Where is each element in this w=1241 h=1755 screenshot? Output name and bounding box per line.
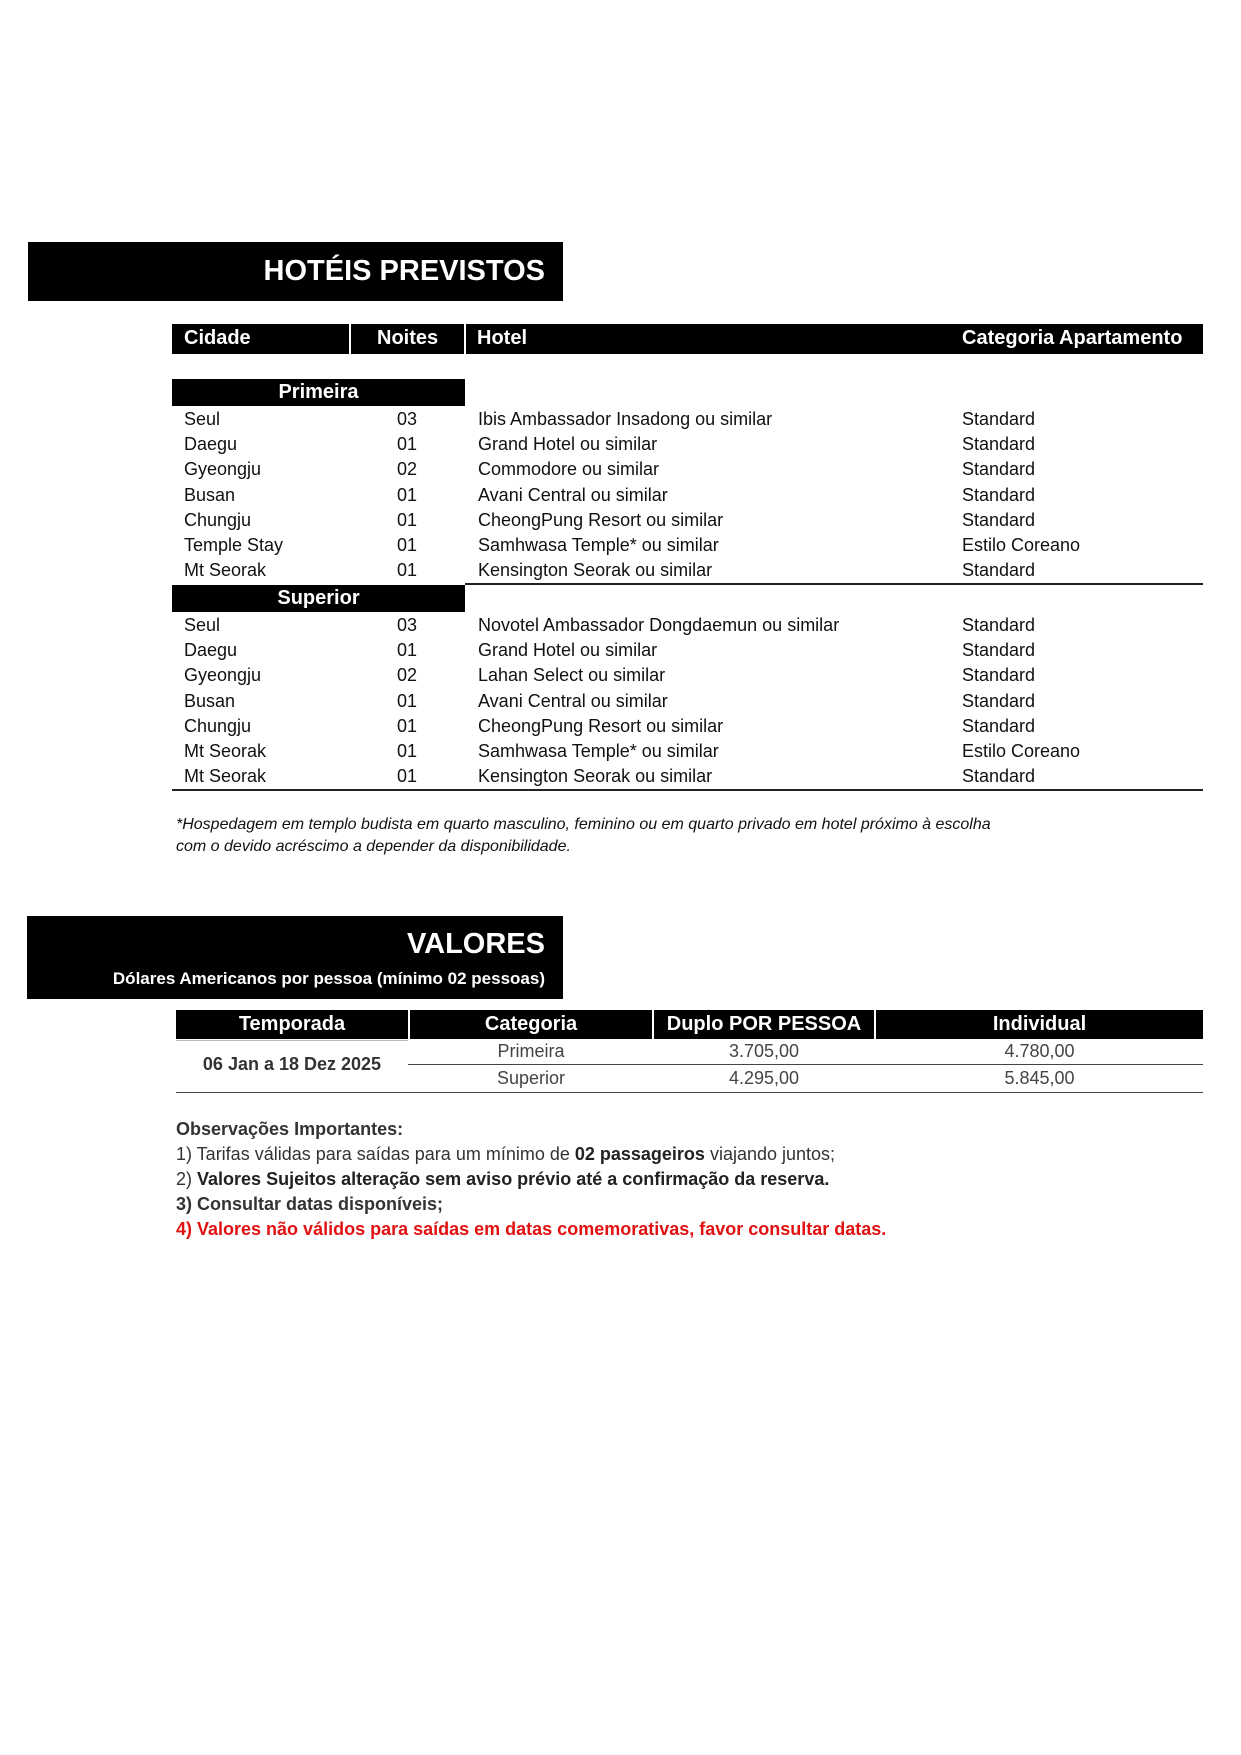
row-hotel: CheongPung Resort ou similar: [478, 510, 724, 530]
row-city: Temple Stay: [184, 535, 284, 555]
row-category: Standard: [962, 434, 1036, 454]
row-nights: 01: [397, 510, 418, 530]
header-city: Cidade: [184, 327, 251, 349]
divider: [172, 789, 1203, 791]
row-hotel: Ibis Ambassador Insadong ou similar: [478, 409, 773, 429]
price-double: 4.295,00: [728, 1068, 800, 1088]
observations-title: Observações Importantes:: [176, 1119, 404, 1139]
group-label-primeira: Primeira: [172, 379, 465, 406]
price-single: 4.780,00: [1004, 1041, 1075, 1061]
row-category: Standard: [962, 459, 1036, 479]
row-category: Standard: [962, 766, 1036, 786]
temple-stay-footnote: [176, 814, 991, 858]
header-separator: [464, 324, 466, 354]
observation-item: [176, 1144, 835, 1165]
row-hotel: Grand Hotel ou similar: [478, 640, 658, 660]
divider: [408, 1064, 1203, 1065]
row-city: Daegu: [184, 434, 238, 454]
row-category: Standard: [962, 560, 1036, 580]
observation-item: [176, 1169, 829, 1190]
row-category: Estilo Coreano: [962, 535, 1081, 555]
row-city: Mt Seorak: [184, 560, 267, 580]
row-city: Gyeongju: [184, 459, 262, 479]
observation-item-warning: 4) Valores não válidos para saídas em datas comemorativas, favor consultar datas.: [176, 1219, 887, 1239]
footnote-line: com o devido acréscimo a depender da disponibilidade.: [176, 838, 571, 855]
row-hotel: CheongPung Resort ou similar: [478, 716, 724, 736]
row-hotel: Kensington Seorak ou similar: [478, 560, 713, 580]
row-city: Gyeongju: [184, 665, 262, 685]
price-single: 5.845,00: [1004, 1068, 1075, 1088]
values-banner-subtitle: Dólares Americanos por pessoa (mínimo 02 pessoas): [112, 969, 545, 988]
observation-bold: 02 passageiros: [574, 1144, 705, 1164]
row-city: Mt Seorak: [184, 766, 267, 786]
row-category: Standard: [962, 716, 1036, 736]
row-nights: 03: [397, 615, 418, 635]
footnote-line: *Hospedagem em templo budista em quarto masculino, feminino ou em quarto privado em hotel próximo à escolha: [176, 816, 991, 833]
values-banner: [27, 916, 563, 999]
row-city: Daegu: [184, 640, 238, 660]
row-nights: 02: [397, 665, 418, 685]
row-nights: 01: [397, 434, 418, 454]
row-hotel: Kensington Seorak ou similar: [478, 766, 713, 786]
row-category: Standard: [962, 409, 1036, 429]
price-category: Superior: [496, 1068, 566, 1088]
observation-item: 3) Consultar datas disponíveis;: [176, 1194, 444, 1214]
row-category: Standard: [962, 615, 1036, 635]
row-category: Standard: [962, 485, 1036, 505]
row-city: Chungju: [184, 510, 252, 530]
row-category: Estilo Coreano: [962, 741, 1081, 761]
row-city: Busan: [184, 485, 236, 505]
row-city: Mt Seorak: [184, 741, 267, 761]
header-nights: Noites: [377, 327, 439, 349]
row-hotel: Grand Hotel ou similar: [478, 434, 658, 454]
observation-text: 2): [176, 1169, 198, 1189]
row-nights: 02: [397, 459, 418, 479]
row-category: Standard: [962, 691, 1036, 711]
header-hotel: Hotel: [477, 327, 527, 349]
header-separator: [349, 324, 351, 354]
row-hotel: Avani Central ou similar: [478, 691, 668, 711]
row-nights: 01: [397, 485, 418, 505]
row-nights: 01: [397, 766, 418, 786]
row-hotel: Samhwasa Temple* ou similar: [478, 741, 719, 761]
row-hotel: Novotel Ambassador Dongdaemun ou similar: [478, 615, 840, 635]
row-city: Seul: [184, 409, 221, 429]
divider: [176, 1092, 1203, 1093]
header-category: Categoria Apartamento: [962, 327, 1183, 349]
row-city: Seul: [184, 615, 221, 635]
values-banner-title: VALORES: [406, 928, 545, 960]
row-category: Standard: [962, 665, 1036, 685]
row-nights: 01: [397, 691, 418, 711]
row-nights: 01: [397, 560, 418, 580]
row-nights: 01: [397, 716, 418, 736]
row-hotel: Commodore ou similar: [478, 459, 660, 479]
row-hotel: Avani Central ou similar: [478, 485, 668, 505]
header-season: Temporada: [238, 1013, 346, 1035]
season-cell: 06 Jan a 18 Dez 2025: [202, 1054, 382, 1074]
row-nights: 01: [397, 741, 418, 761]
price-category: Primeira: [497, 1041, 565, 1061]
hotels-banner: [28, 242, 563, 301]
observation-bold: Valores Sujeitos alteração sem aviso prévio até a confirmação da reserva.: [197, 1169, 830, 1189]
group-label-superior: Superior: [172, 585, 465, 612]
header-double: Duplo POR PESSOA: [666, 1013, 862, 1035]
row-nights: 01: [397, 535, 418, 555]
observation-text: 1) Tarifas válidas para saídas para um mínimo de: [176, 1144, 575, 1164]
divider: [465, 583, 1203, 585]
prices-table-header: [176, 1010, 1203, 1039]
row-nights: 01: [397, 640, 418, 660]
hotels-table-header: [172, 324, 1203, 354]
row-category: Standard: [962, 640, 1036, 660]
header-single: Individual: [992, 1013, 1087, 1035]
row-city: Busan: [184, 691, 236, 711]
observation-text: viajando juntos;: [704, 1144, 836, 1164]
row-nights: 03: [397, 409, 418, 429]
row-hotel: Samhwasa Temple* ou similar: [478, 535, 719, 555]
price-double: 3.705,00: [728, 1041, 800, 1061]
header-category: Categoria: [484, 1013, 578, 1035]
hotels-banner-title: HOTÉIS PREVISTOS: [263, 255, 545, 287]
row-category: Standard: [962, 510, 1036, 530]
divider: [176, 1040, 408, 1041]
row-city: Chungju: [184, 716, 252, 736]
row-hotel: Lahan Select ou similar: [478, 665, 666, 685]
